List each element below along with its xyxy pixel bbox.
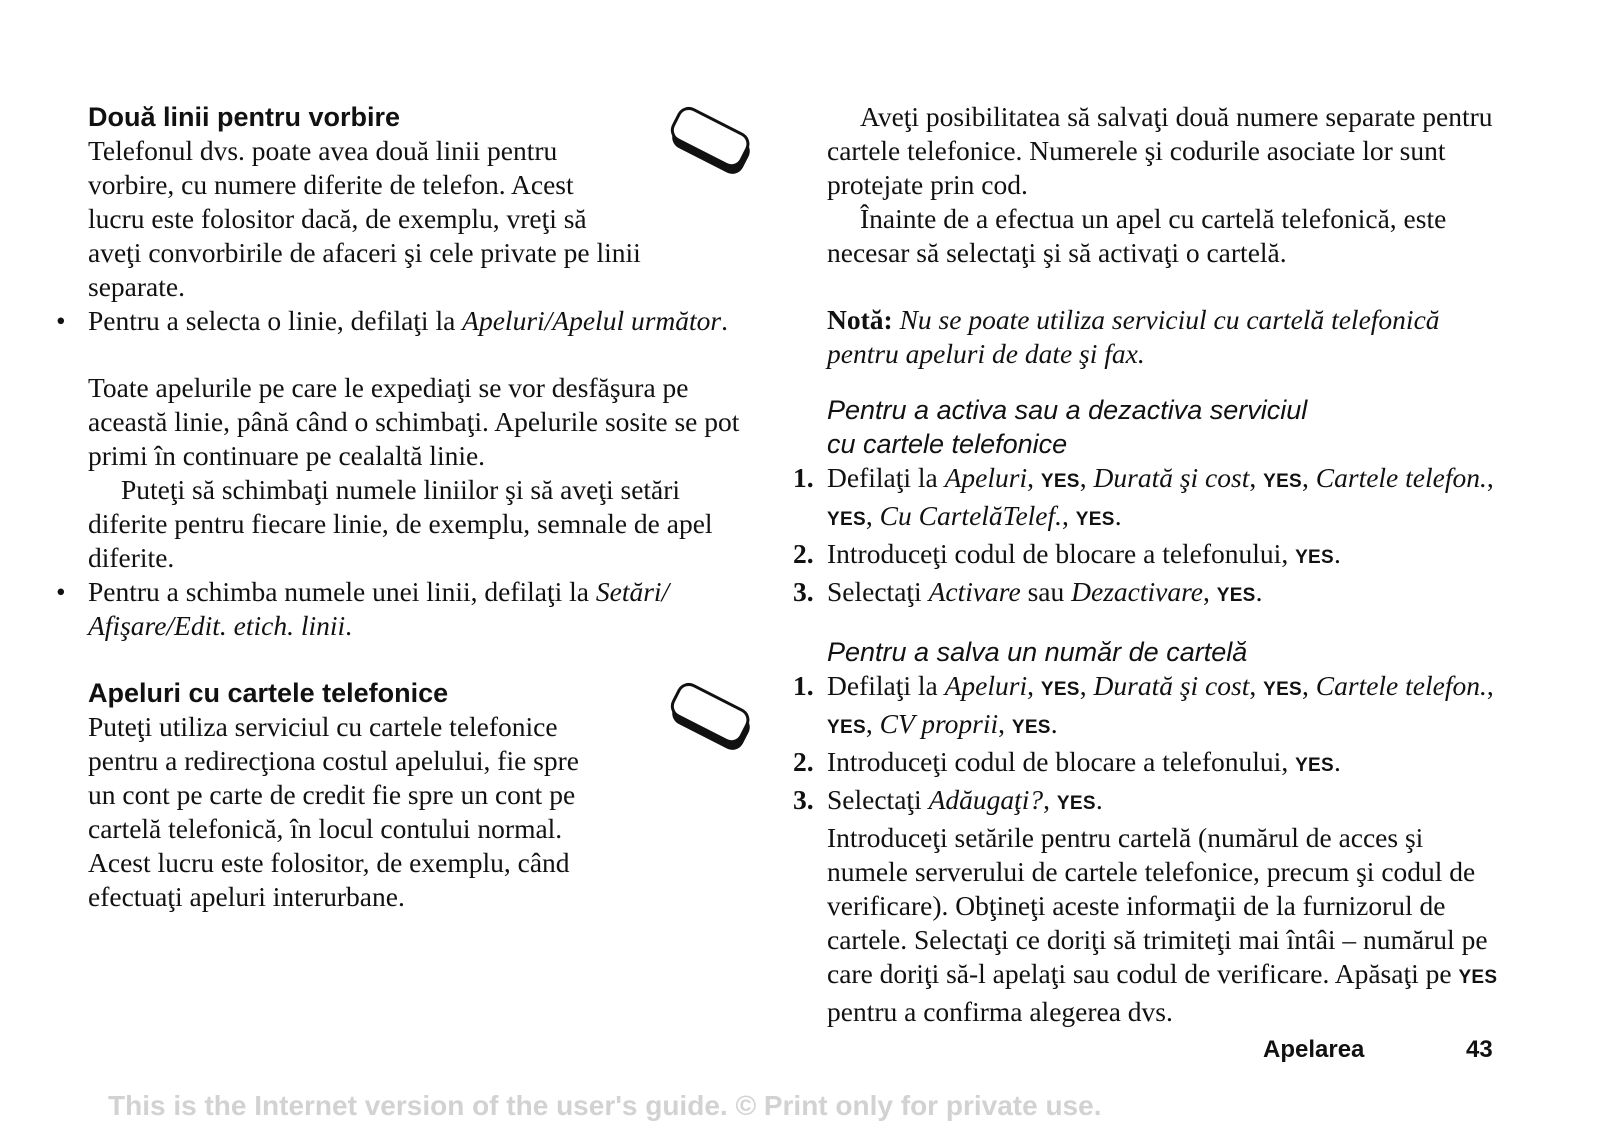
yes-key-label: YES: [1075, 509, 1115, 530]
yes-key-label: YES: [1295, 547, 1334, 568]
bullet-icon: •: [56, 576, 66, 607]
step-item: 2. Introduceţi codul de blocare a telefonului, YES.: [793, 746, 1341, 777]
section-heading: Apeluri cu cartele telefonice: [88, 678, 449, 708]
page-number: 43: [1466, 1036, 1493, 1063]
section-calling-cards: [88, 676, 758, 914]
yes-key-label: YES: [1040, 679, 1080, 700]
right-column: [793, 100, 1507, 1029]
subsection-heading: Pentru a activa sau a dezactiva serviciul cu cartele telefonice: [827, 395, 1308, 459]
yes-key-label: YES: [1263, 471, 1303, 492]
step-item: 2. Introduceţi codul de blocare a telefonului, YES.: [793, 538, 1341, 569]
yes-key-label: YES: [1458, 967, 1498, 988]
yes-key-label: YES: [1056, 793, 1096, 814]
paragraph: Aveţi posibilitatea să salvaţi două numere separate pentru cartele telefonice. Numerele şi codurile asociate lor sunt protejate prin cod.: [827, 101, 1493, 200]
yes-key-label: YES: [827, 509, 866, 530]
yes-key-label: YES: [1040, 471, 1080, 492]
bullet-item: • Pentru a selecta o linie, defilaţi la Apeluri/Apelul următor.: [56, 305, 728, 336]
left-column: [56, 100, 758, 914]
yes-key-label: YES: [1216, 585, 1256, 606]
section-two-lines: [88, 100, 758, 304]
yes-key-label: YES: [1011, 717, 1051, 738]
watermark-text: This is the Internet version of the user's guide. © Print only for private use.: [108, 1090, 1102, 1121]
step-item: 3. Selectaţi Activare sau Dezactivare, YES.: [793, 576, 1263, 607]
yes-key-label: YES: [1295, 755, 1334, 776]
yes-key-label: YES: [1263, 679, 1303, 700]
phone-icon: [664, 106, 758, 178]
step-item: 1. Defilaţi la Apeluri, YES, Durată şi cost, YES, Cartele telefon., YES, CV proprii, YES.: [793, 670, 1494, 739]
bullet-item: • Pentru a schimba numele unei linii, defilaţi la Setări/ Afişare/Edit. etich. linii.: [56, 576, 670, 641]
bullet-icon: •: [56, 305, 66, 336]
footer-section-label: Apelarea: [1263, 1036, 1365, 1063]
paragraph: Înainte de a efectua un apel cu cartelă telefonică, este necesar să selectaţi şi să activaţi o cartelă.: [827, 203, 1447, 268]
step-item: 1. Defilaţi la Apeluri, YES, Durată şi cost, YES, Cartele telefon., YES, Cu CartelăTelef., YES.: [793, 462, 1494, 531]
subsection-heading: Pentru a salva un număr de cartelă: [827, 637, 1248, 667]
paragraph: Toate apelurile pe care le expediaţi se vor desfăşura pe această linie, până când o schimbaţi. Apelurile sosite se pot primi în continuare pe cealaltă linie.: [88, 372, 740, 471]
step-item: 3. Selectaţi Adăugaţi?, YES.: [793, 784, 1103, 815]
paragraph: Introduceţi setările pentru cartelă (numărul de acces şi numele serverului de cartele telefonice, precum şi codul de verificare). Obţineţi aceste informaţii de la furnizorul de cartele. Selectaţi ce doriţi să trimiteţi mai întâi – numărul pe care doriţi să-l apelaţi sau codul de verificare. Apăsaţi pe YES pentru a confirma alegerea dvs.: [827, 822, 1498, 1027]
phone-icon: [664, 682, 758, 754]
paragraph: Puteţi utiliza serviciul cu cartele telefonice pentru a redirecţiona costul apelului, fie spre un cont pe carte de credit fie spre un cont pe cartelă telefonică, în locul contului normal. Acest lucru este folositor, de exemplu, când efectuaţi apeluri interurbane.: [88, 711, 579, 912]
paragraph: Telefonul dvs. poate avea două linii pentru vorbire, cu numere diferite de telefon. Acest lucru este folositor dacă, de exemplu, vreţi să aveţi convorbirile de afaceri şi cele private pe linii separate.: [88, 135, 641, 302]
paragraph: Puteţi să schimbaţi numele liniilor şi să aveţi setări diferite pentru fiecare linie, de exemplu, semnale de apel diferite.: [88, 474, 713, 573]
note: Notă: Nu se poate utiliza serviciul cu cartelă telefonică pentru apeluri de date şi fax.: [827, 304, 1440, 369]
yes-key-label: YES: [827, 717, 866, 738]
section-heading: Două linii pentru vorbire: [88, 102, 401, 132]
